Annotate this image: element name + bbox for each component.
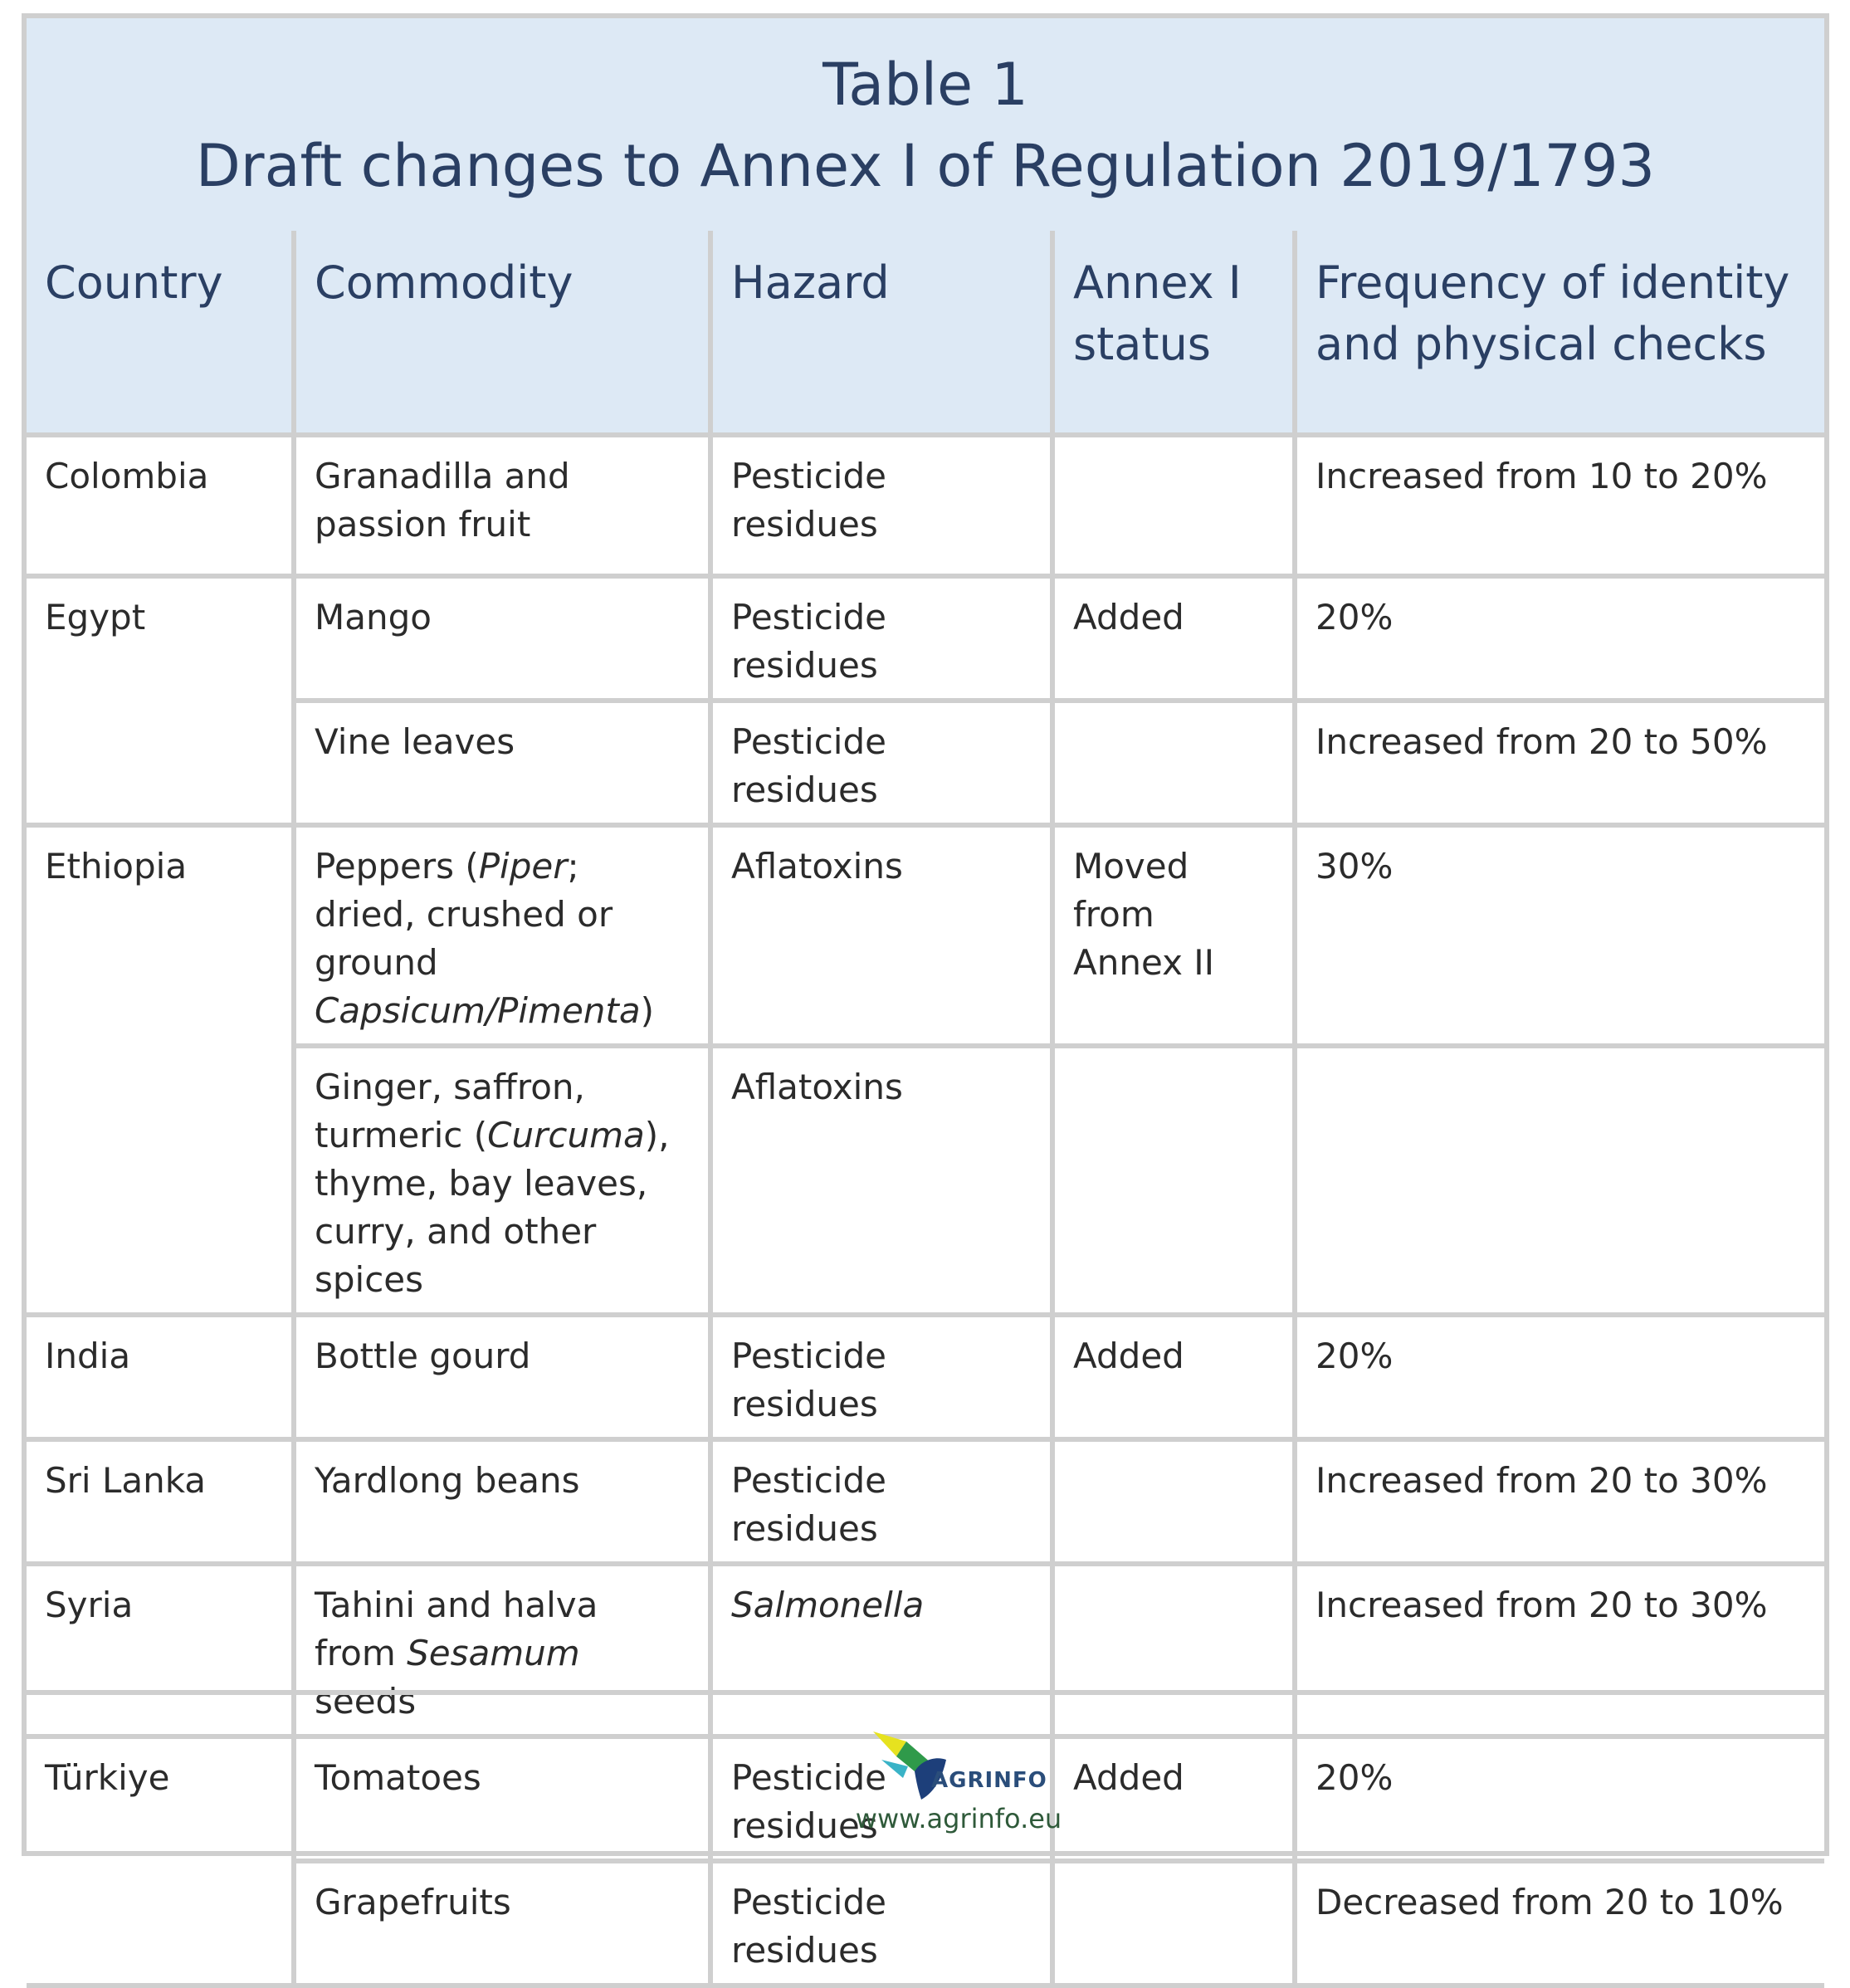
title-band (27, 18, 1824, 231)
table-subtitle: Draft changes to Annex I of Regulation 2019/1793 (195, 132, 1656, 200)
table-row (27, 1861, 1824, 1986)
header-row (27, 231, 1824, 435)
commodity-cell: Bottle gourd (294, 1315, 710, 1439)
logo-wordmark: AGRINFO (931, 1768, 1047, 1793)
frequency-cell: Increased from 20 to 30% (1295, 1439, 1824, 1564)
commodity-text: ) (640, 990, 655, 1031)
status-cell: Moved from Annex II (1052, 825, 1295, 1046)
country-cell: Colombia (27, 435, 294, 576)
hazard-cell: Pesticide residues (710, 435, 1052, 576)
column-header-country: Country (27, 231, 294, 435)
agrinfo-logo-icon (857, 1723, 1039, 1806)
commodity-text: ; dried, crushed or ground (315, 846, 613, 983)
frequency-cell: Increased from 10 to 20% (1295, 435, 1824, 576)
status-cell: Added (1052, 1736, 1295, 1861)
commodity-cell (294, 825, 710, 1046)
country-cell: India (27, 1315, 294, 1439)
commodity-cell: Mango (294, 576, 710, 701)
table-row (27, 435, 1824, 576)
column-header-hazard: Hazard (710, 231, 1052, 435)
status-cell (1052, 1439, 1295, 1564)
table-frame (22, 13, 1829, 1971)
commodity-cell: Vine leaves (294, 701, 710, 825)
status-cell (1052, 435, 1295, 576)
commodity-italic-text: Sesamum (407, 1633, 580, 1673)
commodity-text: seeds (315, 1681, 417, 1722)
frequency-cell: 20% (1295, 1315, 1824, 1439)
hazard-cell: Pesticide residues (710, 1861, 1052, 1986)
table-row (27, 1439, 1824, 1564)
hazard-italic-text: Salmonella (731, 1585, 925, 1625)
status-cell: Added (1052, 1315, 1295, 1439)
status-cell: Added (1052, 576, 1295, 701)
commodity-text: Tahini and halva from (315, 1585, 598, 1673)
commodity-italic-text: Piper (478, 846, 568, 887)
hazard-cell: Pesticide residues (710, 1315, 1052, 1439)
commodity-text: Peppers ( (315, 846, 479, 887)
status-cell (1052, 1046, 1295, 1315)
hazard-cell: Pesticide residues (710, 576, 1052, 701)
status-cell (1052, 1861, 1295, 1986)
commodity-cell: Yardlong beans (294, 1439, 710, 1564)
column-header-frequency: Frequency of identity and physical checks (1295, 231, 1824, 435)
frequency-cell: Increased from 20 to 50% (1295, 701, 1824, 825)
country-cell: Egypt (27, 576, 294, 825)
footer (27, 1690, 1824, 1856)
column-header-annex-status: Annex I status (1052, 231, 1295, 435)
hazard-cell: Pesticide residues (710, 1439, 1052, 1564)
hazard-cell: Aflatoxins (710, 825, 1052, 1046)
table-row (27, 1315, 1824, 1439)
commodity-text: Ginger, saffron, turmeric ( (315, 1067, 585, 1155)
frequency-cell: Increased from 20 to 30% (1295, 1564, 1824, 1736)
country-cell: Sri Lanka (27, 1439, 294, 1564)
table-row (27, 701, 1824, 825)
hazard-cell: Aflatoxins (710, 1046, 1052, 1315)
commodity-cell: Tomatoes (294, 1736, 710, 1861)
frequency-cell: 20% (1295, 576, 1824, 701)
table-title: Table 1 (822, 51, 1028, 119)
table-row (27, 825, 1824, 1046)
table-row (27, 1046, 1824, 1315)
commodity-cell (294, 1046, 710, 1315)
commodity-cell: Granadilla and passion fruit (294, 435, 710, 576)
commodity-cell: Grapefruits (294, 1861, 710, 1986)
country-cell: Türkiye (27, 1736, 294, 1986)
commodity-italic-text: Capsicum/Pimenta (315, 990, 641, 1031)
country-cell: Syria (27, 1564, 294, 1736)
hazard-cell: Pesticide residues (710, 701, 1052, 825)
commodity-italic-text: Curcuma (487, 1115, 645, 1155)
website-url[interactable]: www.agrinfo.eu (855, 1803, 1062, 1834)
column-header-commodity: Commodity (294, 231, 710, 435)
frequency-cell: 20% (1295, 1736, 1824, 1861)
status-cell (1052, 701, 1295, 825)
commodity-text: ), thyme, bay leaves, curry, and other spices (315, 1115, 670, 1300)
frequency-cell: 30% (1295, 825, 1824, 1046)
frequency-cell (1295, 1046, 1824, 1315)
table-row (27, 576, 1824, 701)
hazard-cell: Pesticide residues (710, 1736, 1052, 1861)
frequency-cell: Decreased from 20 to 10% (1295, 1861, 1824, 1986)
country-cell: Ethiopia (27, 825, 294, 1315)
